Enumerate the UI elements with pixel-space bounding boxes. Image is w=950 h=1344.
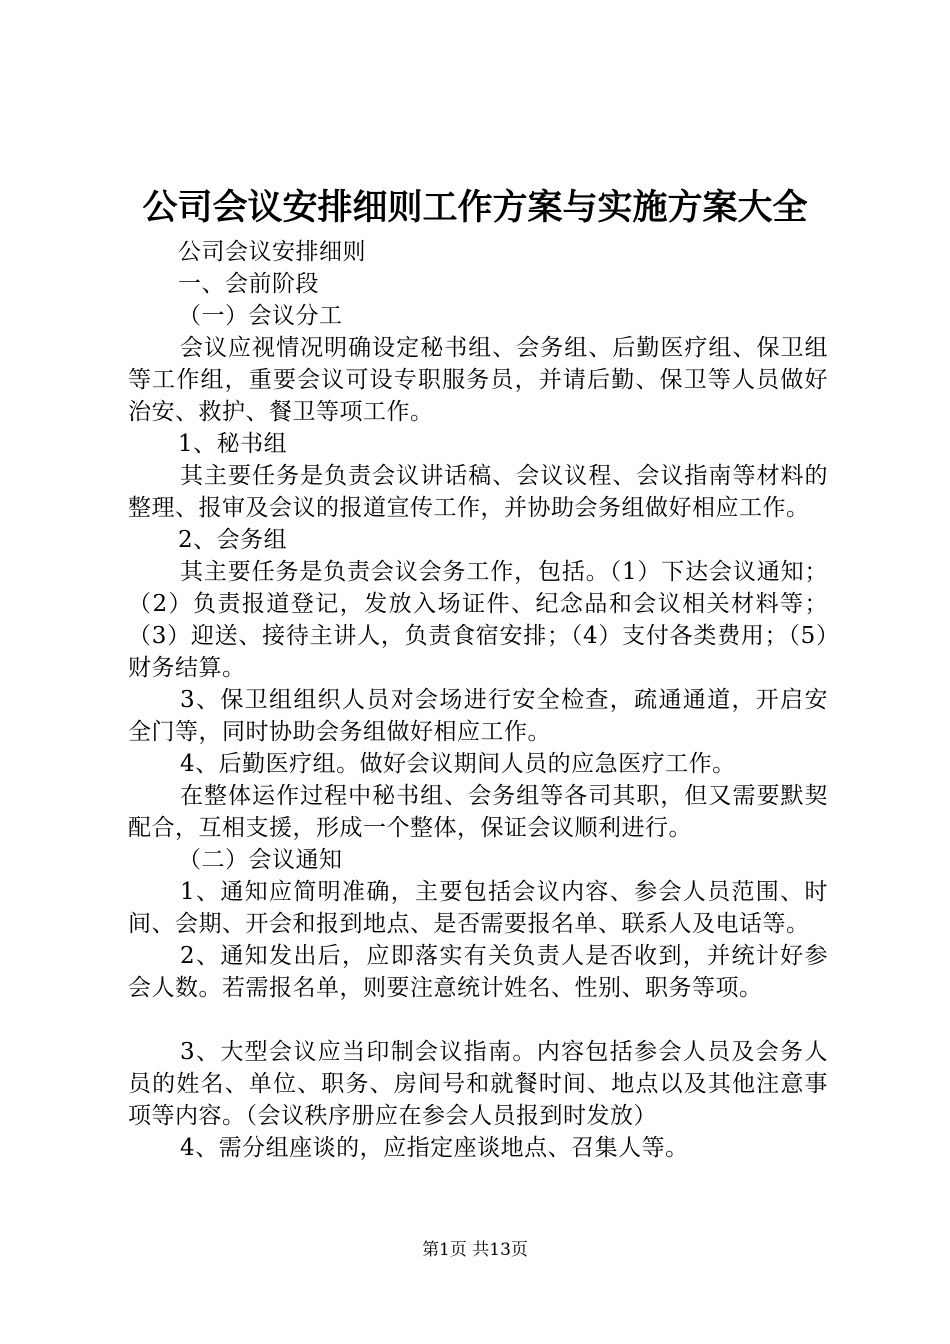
paragraph: 3、保卫组组织人员对会场进行安全检查，疏通通道，开启安全门等，同时协助会务组做好相应工作。 (128, 687, 828, 745)
paragraph: 其主要任务是负责会议讲话稿、会议议程、会议指南等材料的整理、报审及会议的报道宣传工作，并协助会务组做好相应工作。 (128, 463, 828, 521)
blank-line (128, 1004, 828, 1036)
paragraph: 其主要任务是负责会议会务工作，包括。（1）下达会议通知；（2）负责报道登记，发放入场证件、纪念品和会议相关材料等；（3）迎送、接待主讲人，负责食宿安排；（4）支付各类费用；（5）财务结算。 (128, 559, 828, 681)
paragraph: 会议应视情况明确设定秘书组、会务组、后勤医疗组、保卫组等工作组，重要会议可设专职服务员，并请后勤、保卫等人员做好治安、救护、餐卫等项工作。 (128, 335, 828, 425)
paragraph: 在整体运作过程中秘书组、会务组等各司其职，但又需要默契配合，互相支援，形成一个整体，保证会议顺利进行。 (128, 783, 828, 841)
paragraph: 4、后勤医疗组。做好会议期间人员的应急医疗工作。 (180, 751, 736, 777)
subtitle: 公司会议安排细则 (178, 239, 366, 265)
subsection-heading: （二）会议通知 (178, 847, 343, 873)
page-footer: 第1页 共13页 (422, 1240, 528, 1260)
item-heading: 1、秘书组 (178, 431, 288, 457)
section-heading: 一、会前阶段 (178, 271, 319, 297)
item-heading: 2、会务组 (178, 527, 288, 553)
document-body (128, 236, 828, 1164)
subsection-heading: （一）会议分工 (178, 303, 343, 329)
paragraph: 3、大型会议应当印制会议指南。内容包括参会人员及会务人员的姓名、单位、职务、房间号和就餐时间、地点以及其他注意事项等内容。（会议秩序册应在参会人员报到时发放） (128, 1039, 828, 1129)
document-title: 公司会议安排细则工作方案与实施方案大全 (142, 187, 808, 228)
paragraph: 1、通知应简明准确，主要包括会议内容、参会人员范围、时间、会期、开会和报到地点、是否需要报名单、联系人及电话等。 (128, 879, 828, 937)
paragraph: 2、通知发出后，应即落实有关负责人是否收到，并统计好参会人数。若需报名单，则要注意统计姓名、性别、职务等项。 (128, 943, 828, 1001)
paragraph: 4、需分组座谈的，应指定座谈地点、召集人等。 (180, 1135, 689, 1161)
